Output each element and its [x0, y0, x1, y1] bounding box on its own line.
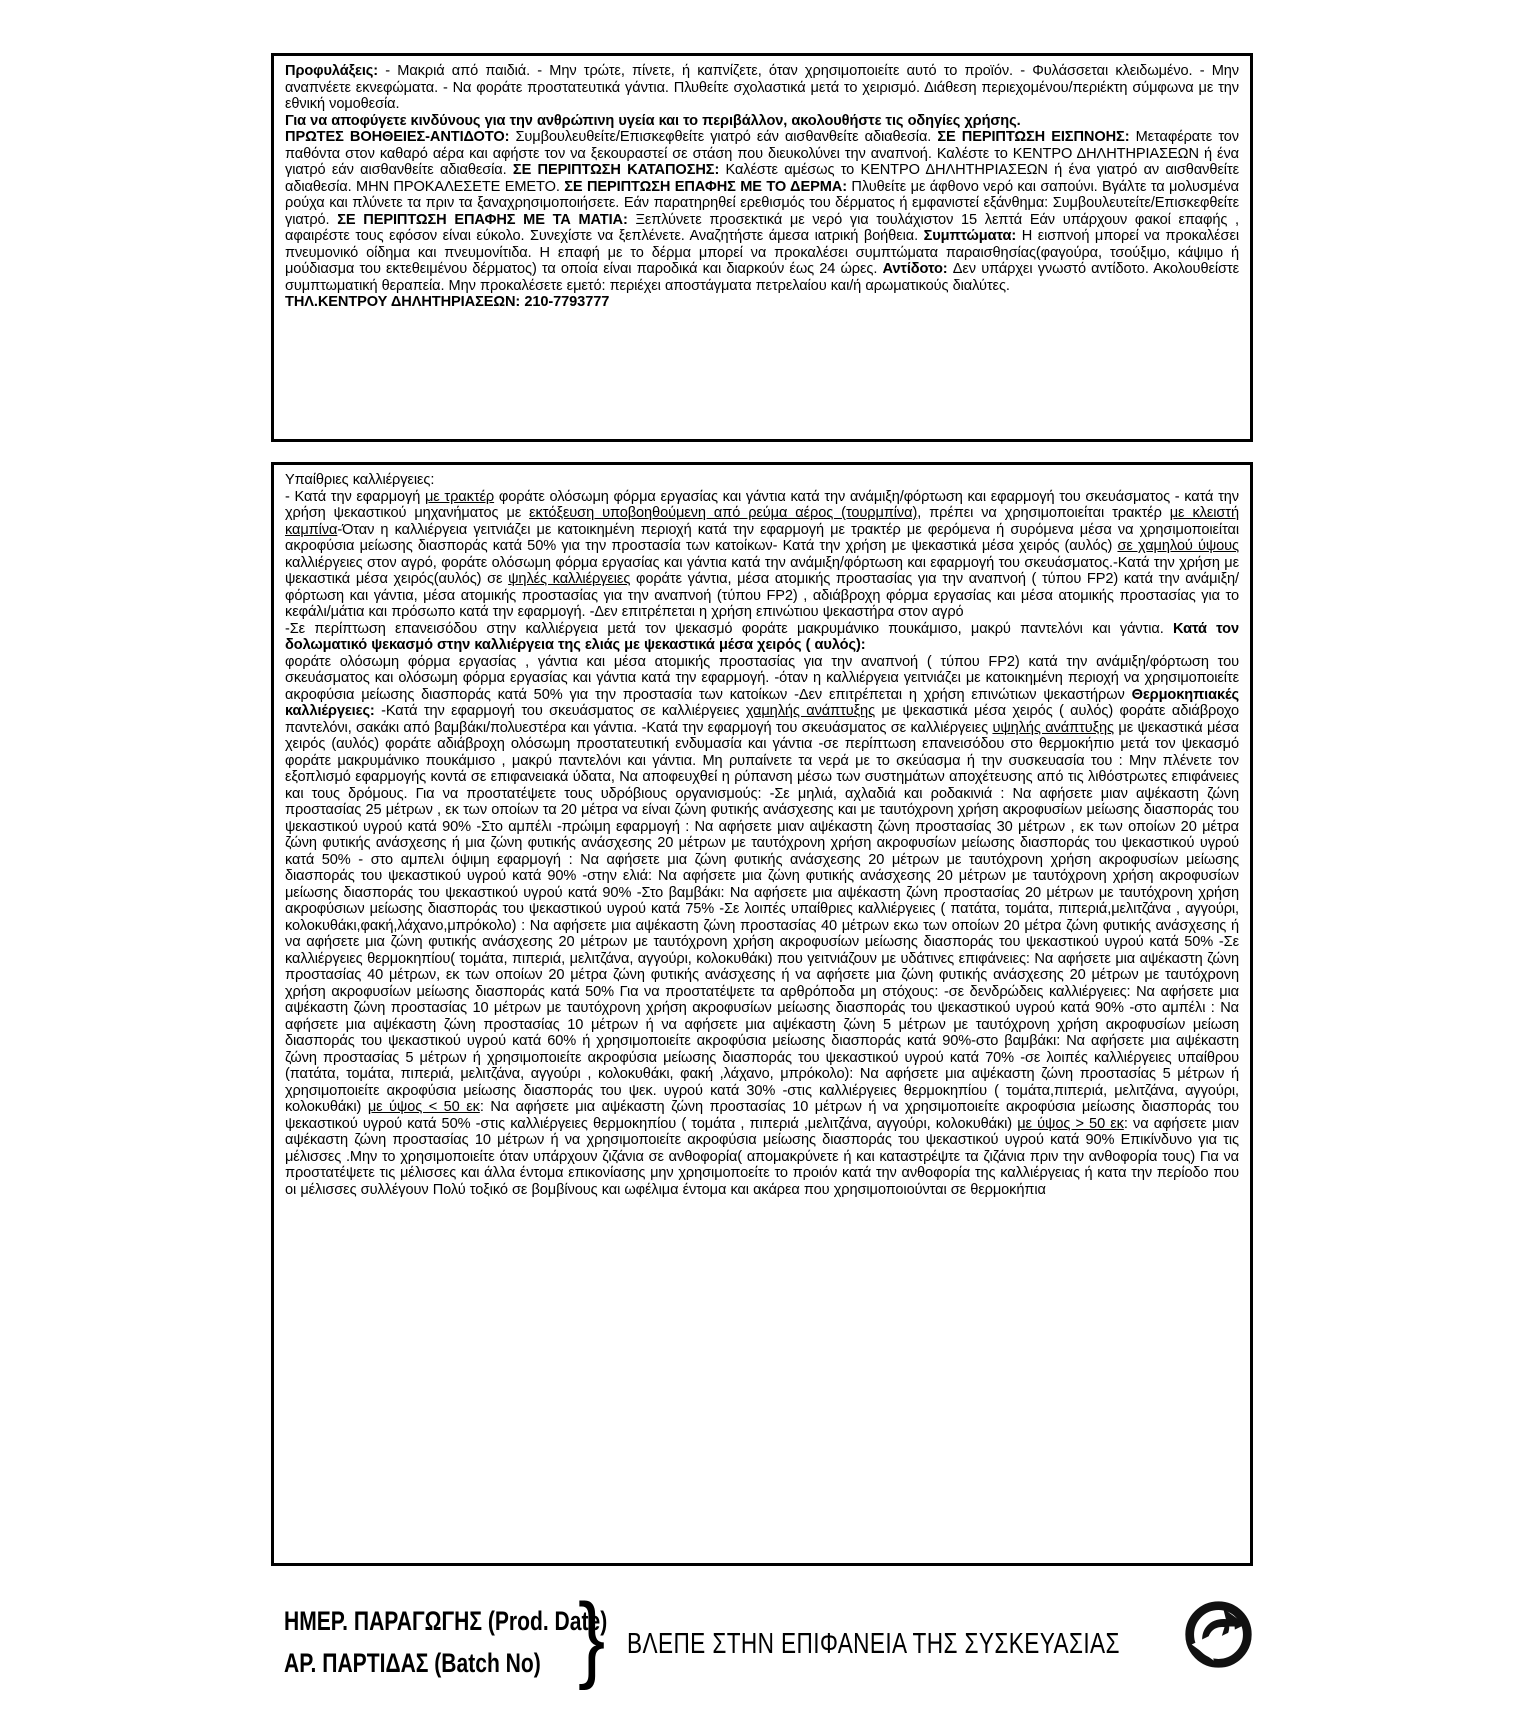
footer-left	[284, 1600, 607, 1684]
re-entry-and-bait-spray: -Σε περίπτωση επανεισόδου στην καλλιέργεια μετά τον ψεκασμό φοράτε μακρυμάνικο πουκάμισο, μακρύ παντελόνι και γάντια. Κατά τον δολωματικό ψεκασμό στην καλλιέργεια της ελιάς με ψεκαστικά μέσα χειρός ( αυλός):	[285, 620, 1239, 653]
paragraph-precautions: Προφυλάξεις: - Μακριά από παιδιά. - Μην τρώτε, πίνετε, ή καπνίζετε, όταν χρησιμοποιείτε αυτό το προϊόν. - Φυλάσσεται κλειδωμένο. - Μην αναπνέετε εκνεφώματα. - Να φοράτε προστατευτικά γάντια. Πλυθείτε σχολαστικά μετά το χειρισμό. Διάθεση περιεχομένου/περιέκτη σύμφωνα με την εθνική νομοθεσία.	[285, 63, 1239, 112]
see-packaging-text: ΒΛΕΠΕ ΣΤΗΝ ΕΠΙΦΑΝΕΙΑ ΤΗΣ ΣΥΣΚΕΥΑΣΙΑΣ	[627, 1628, 1120, 1660]
outdoor-crops-heading: Υπαίθριες καλλιέργειες:	[285, 472, 435, 488]
paragraph-first-aid: ΠΡΩΤΕΣ ΒΟΗΘΕΙΕΣ-ΑΝΤΙΔΟΤΟ: Συμβουλευθείτε/Επισκεφθείτε γιατρό εάν αισθανθείτε αδιαθεσία. ΣΕ ΠΕΡΙΠΤΩΣΗ ΕΙΣΠΝΟΗΣ: Μεταφέρατε τον παθόντα στον καθαρό αέρα και αφήστε τον να ξεκουραστεί σε στάση που διευκολύνει την αναπνοή. Καλέστε το ΚΕΝΤΡΟ ΔΗΛΗΤΗΡΙΑΣΕΩΝ ή ένα γιατρό εάν αισθανθείτε αδιαθεσία. ΣΕ ΠΕΡΙΠΤΩΣΗ ΚΑΤΑΠΟΣΗΣ: Καλέστε αμέσως το ΚΕΝΤΡΟ ΔΗΛΗΤΗΡΙΑΣΕΩΝ ή ένα γιατρό αν αισθανθείτε αδιαθεσία. ΜΗΝ ΠΡΟΚΑΛΕΣΕΤΕ ΕΜΕΤΟ. ΣΕ ΠΕΡΙΠΤΩΣΗ ΕΠΑΦΗΣ ΜΕ ΤΟ ΔΕΡΜΑ: Πλυθείτε με άφθονο νερό και σαπούνι. Βγάλτε τα μολυσμένα ρούχα και πλύνετε τα πριν τα ξαναχρησιμοποιήσετε. Εάν παρατηρηθεί ερεθισμός του δέρματος ή εμφανιστεί εξάνθημα: Συμβουλευτείτε/Επισκεφθείτε γιατρό. ΣΕ ΠΕΡΙΠΤΩΣΗ ΕΠΑΦΗΣ ΜΕ ΤΑ ΜΑΤΙΑ: Ξεπλύνετε προσεκτικά με νερό για τουλάχιστον 15 λεπτά Εάν υπάρχουν φακοί επαφής , αφαιρέστε τους εφόσον είναι εύκολο. Συνεχίστε να ξεπλένετε. Αναζητήστε άμεσα ιατρική βοήθεια. Συμπτώματα: Η εισπνοή μπορεί να προκαλέσει πνευμονικό οίδημα και πνευμονίτιδα. Η επαφή με το δέρμα μπορεί να προκαλέσει συμπτώματα παραισθησίας(φαγούρα, τσούξιμο, κάψιμο ή μούδιασμα του εκτεθειμένου δέρματος) τα οποία είναι παροδικά και διαρκούν έως 24 ώρες. Αντίδοτο: Δεν υπάρχει γνωστό αντίδοτο. Ακολουθείστε συμπτωματική θεραπεία. Μην προκαλέσετε εμετό: περιέχει αποστάγματα πετρελαίου και/ή αρωματικούς διαλύτες.	[285, 129, 1240, 294]
production-date-label: ΗΜΕΡ. ΠΑΡΑΓΩΓΗΣ (Prod. Date)	[284, 1606, 608, 1636]
green-dot-recycling-icon	[1185, 1601, 1252, 1668]
paragraph-avoid-risks: Για να αποφύγετε κινδύνους για την ανθρώπινη υγεία και το περιβάλλον, ακολουθήστε τις οδηγίες χρήσης.	[285, 112, 1021, 129]
batch-number-label: ΑΡ. ΠΑΡΤΙΔΑΣ (Batch No)	[284, 1648, 541, 1678]
greenhouse-and-buffer-zones: φοράτε ολόσωμη φόρμα εργασίας , γάντια και μέσα ατομικής προστασίας για την αναπνοή ( τύπου FP2) κατά την ανάμιξη/φόρτωση του σκευάσματος και ολόσωμη φόρμα εργασίας και γάντια κατά την εφαρμογή. -όταν η καλλιέργεια γειτνιάζει με κατοικημένη περιοχή να χρησιμοποιείτε ακροφύσια μείωσης διασποράς κατά 50% για την προστασία των κατοίκων -Δεν επιτρέπεται η χρήση επινώτιων ψεκαστήρων Θερμοκηπιακές καλλιέργειες: -Κατά την εφαρμογή του σκευάσματος σε καλλιέργειες χαμηλής ανάπτυξης με ψεκαστικά μέσα χειρός ( αυλός) φοράτε αδιάβροχο παντελόνι, σακάκι από βαμβάκι/πολυεστέρα και γάντια. -Κατά την εφαρμογή του σκευάσματος σε καλλιέργειες υψηλής ανάπτυξης με ψεκαστικά μέσα χειρός (αυλός) φοράτε αδιάβροχη ολόσωμη προστατευτική ενδυμασία και γάντια -σε περίπτωση επανεισόδου στο θερμοκήπιο μετά τον ψεκασμό φοράτε μακρυμάνικο πουκάμισο , μακρύ παντελόνι και γάντια. Μη ρυπαίνετε τα νερά με το σκεύασμα ή την συσκευασία του : Μην πλένετε τον εξοπλισμό εφαρμογής κοντά σε επιφανειακά ύδατα, Να αποφευχθεί η ρύπανση μέσω των συστημάτων αποχέτευσης από τις λιθόστρωτες επιφάνειες και τους δρόμους. Για να προστατέψετε τους υδρόβιους οργανισμούς: -Σε μηλιά, αχλαδιά και ροδακινιά : Να αφήσετε μιαν αψέκαστη ζώνη προστασίας 25 μέτρων , εκ των οποίων τα 20 μέτρα να είναι ζώνη φυτικής ανάσχεσης και με ταυτόχρονη χρήση ακροφυσίων μείωσης διασποράς του ψεκαστικού υγρού κατά 90% -Στο αμπέλι -πρώιμη εφαρμογή : Να αφήσετε μιαν αψέκαστη ζώνη προστασίας 30 μέτρων , εκ των οποίων 20 μέτρα ζώνη φυτικής ανάσχεσης ή μια ζώνη φυτικής ανάσχεσης 20 μέτρων με ταυτόχρονη χρήση ακροφυσίων μείωσης διασποράς του ψεκαστικού υγρού κατά 50% - στο αμπελι όψιμη εφαρμογή : Να αφήσετε μια ζώνη φυτικής ανάσχεσης 20 μέτρων με ταυτόχρονη χρήση ακροφυσίων μείωσης διασποράς του ψεκαστικού υγρού κατά 90% -στην ελιά: Να αφήσετε μια ζώνη φυτικής ανάσχεσης 20 μέτρων με ταυτόχρονη χρήση ακροφυσίων μείωσης διασποράς του ψεκαστικού υγρού κατά 90% -Στο βαμβάκι: Να αφήσετε μια αψέκαστη ζώνη προστασίας 20 μέτρων με ταυτόχρονη χρήση ακροφύσιων μείωσης διασποράς του ψεκαστικού υγρού κατά 75% -Σε λοιπές υπαίθριες καλλιέργειες ( πατάτα, τομάτα, πιπεριά,μελιτζάνα , αγγούρι, κολοκυθάκι,φακή,λάχανο,μπρόκολο) : Να αφήσετε μια αψέκαστη ζώνη προστασίας 40 μέτρων εκω των οποίων 20 μέτρα ζώνη φυτικής ανάσχεσης ή να αφήσετε μια ζώνη φυτικής ανάσχεσης 20 μέτρων με ταυτόχρονη χρήση ακροφυσίων μείωσης διασποράς του ψεκαστικού υγρού κατά 50% -Σε καλλιέργειες θερμοκηπίου( τομάτα, πιπεριά, μελιτζάνα, αγγούρι, κολοκυθάκι) που γειτνιάζουν με υδάτινες επιφάνειες: Να αφήσετε μια αψέκαστη ζώνη προστασίας 40 μέτρων, εκ των οποίων 20 μέτρα ζώνη φυτικής ανάσχεσης ή να αφήσετε μια ζώνη φυτικής ανάσχεσης 20 μέτρων με ταυτόχρονη χρήση ακροφυσίων μείωσης διασποράς κατά 50% Για να προστατέψετε τα αρθρόποδα μη στόχους: -σε δενδρώδεις καλλιέργειες: Να αφήσετε μια αψέκαστη ζώνη προστασίας 10 μέτρων με ταυτόχρονη χρήση ακροφυσίων μείωσης διασποράς του ψεκαστικού υγρού κατά 90% -στο αμπέλι : Να αφήσετε μια αψέκαστη ζώνη προστασίας 10 μέτρων ή να αφήσετε μια αψέκαστη ζώνη 5 μέτρων με ταυτόχρονη χρήση ακροφυσίων μείωση διασποράς του ψεκαστικού υγρού κατά 60% ή χρησιμοποιείτε ακροφύσια μείωσης διασποράς κατά 90%-στο βαμβάκι: Να αφήσετε μια αψέκαστη ζώνη προστασίας 5 μέτρων ή χρησιμοποιείτε ακροφύσια μείωσης διασποράς του ψεκαστικού υγρού κατά 70% -σε λοιπές καλλιέργειες υπαίθρου (πατάτα, τομάτα, πιπεριά, μελιτζάνα, αγγούρι , κολοκυθάκι, φακή ,λάχανο, μπρόκολο): Να αφήσετε μια αψέκαστη ζώνη προστασίας 5 μέτρων ή χρησιμοποιείτε ακροφύσια μείωσης διασποράς του ψεκ. υγρού κατά 30% -στις καλλιέργειες θερμοκηπίου ( τομάτα,πιπεριά, μελιτζάνα, αγγούρι, κολοκυθάκι) με ύψος < 50 εκ: Να αφήσετε μια αψέκαστη ζώνη προστασίας 10 μέτρων ή να χρησιμοποιείτε ακροφύσια μείωσης διασποράς του ψεκαστικού υγρού κατά 50% -στις καλλιέργειες θερμοκηπίου ( τομάτα , πιπεριά ,μελιτζάνα, αγγούρι, κολοκυθάκι) με ύψος > 50 εκ: να αφήσετε μιαν αψέκαστη ζώνη προστασίας 10 μέτρων ή να χρησιμοποιείτε ακροφύσια μείωσης διασποράς του ψεκαστικού υγρού κατά 90% Επικίνδυνο για τις μέλισσες .Μην το χρησιμοποιείτε όταν υπάρχουν ζιζάνια σε ανθοφορία( απομακρύνετε ή και καταστρέψτε τα ζιζάνια πριν την ανθοφορία τους) Για να προστατέψετε τις μέλισσες και άλλα έντομα επικονίασης μην χρησιμοποείτε το προιόν κατά την ανθοφορία της καλλιέργειας ή κατα την περίοδο που οι μέλισσες συλλέγουν Πολύ τοξικό σε βομβίνους και ωφέλιμα έντομα και ακάρεα που χρησιμοποιούνται σε θερμοκήπια	[285, 653, 1240, 1198]
poison-center-phone: ΤΗΛ.ΚΕΝΤΡΟΥ ΔΗΛΗΤΗΡΙΑΣΕΩΝ: 210-7793777	[285, 294, 610, 310]
curly-brace: }	[578, 1584, 606, 1691]
outdoor-crops-body: - Κατά την εφαρμογή με τρακτέρ φοράτε ολόσωμη φόρμα εργασίας και γάντια κατά την ανάμιξη/φόρτωση και εφαρμογή του σκευάσματος - κατά την χρήση ψεκαστικού μηχανήματος με εκτόξευση υποβοηθούμενη από ρεύμα αέρος (τουρμπίνα), πρέπει να χρησιμοποιείται τρακτέρ με κλειστή καμπίνα-Όταν η καλλιέργεια γειτνιάζει με κατοικημένη περιοχή κατά την εφαρμογή με τρακτέρ με φερόμενα ή συρόμενα μέσα να χρησιμοποιείται ακροφύσια μείωσης διασποράς κατά 50% για την προστασία των κατοίκων- Κατά την χρήση με ψεκαστικά μέσα χειρός (αυλός) σε χαμηλού ύψους καλλιέργειες στον αγρό, φοράτε ολόσωμη φόρμα εργασίας και γάντια κατά την ανάμιξη/φόρτωση και εφαρμογή του σκευάσματος.-Κατά την χρήση με ψεκαστικά μέσα χειρός(αυλός) σε ψηλές καλλιέργειες φοράτε γάντια, μέσα ατομικής προστασίας για την αναπνοή ( τύπου FP2) κατά την ανάμιξη/φόρτωση και γάντια, μέσα ατομικής προστασίας για την αναπνοή (τύπου FP2) , αδιάβροχη φόρμα εργασίας και μέσα ατομικής προστασίας για το κεφάλι/μάτια και πρόσωπο κατά την εφαρμογή. -Δεν επιτρέπεται η χρήση επινώτιου ψεκαστήρα στον αγρό	[285, 488, 1240, 620]
first-aid-box	[271, 53, 1253, 442]
directions-box	[271, 462, 1253, 1566]
